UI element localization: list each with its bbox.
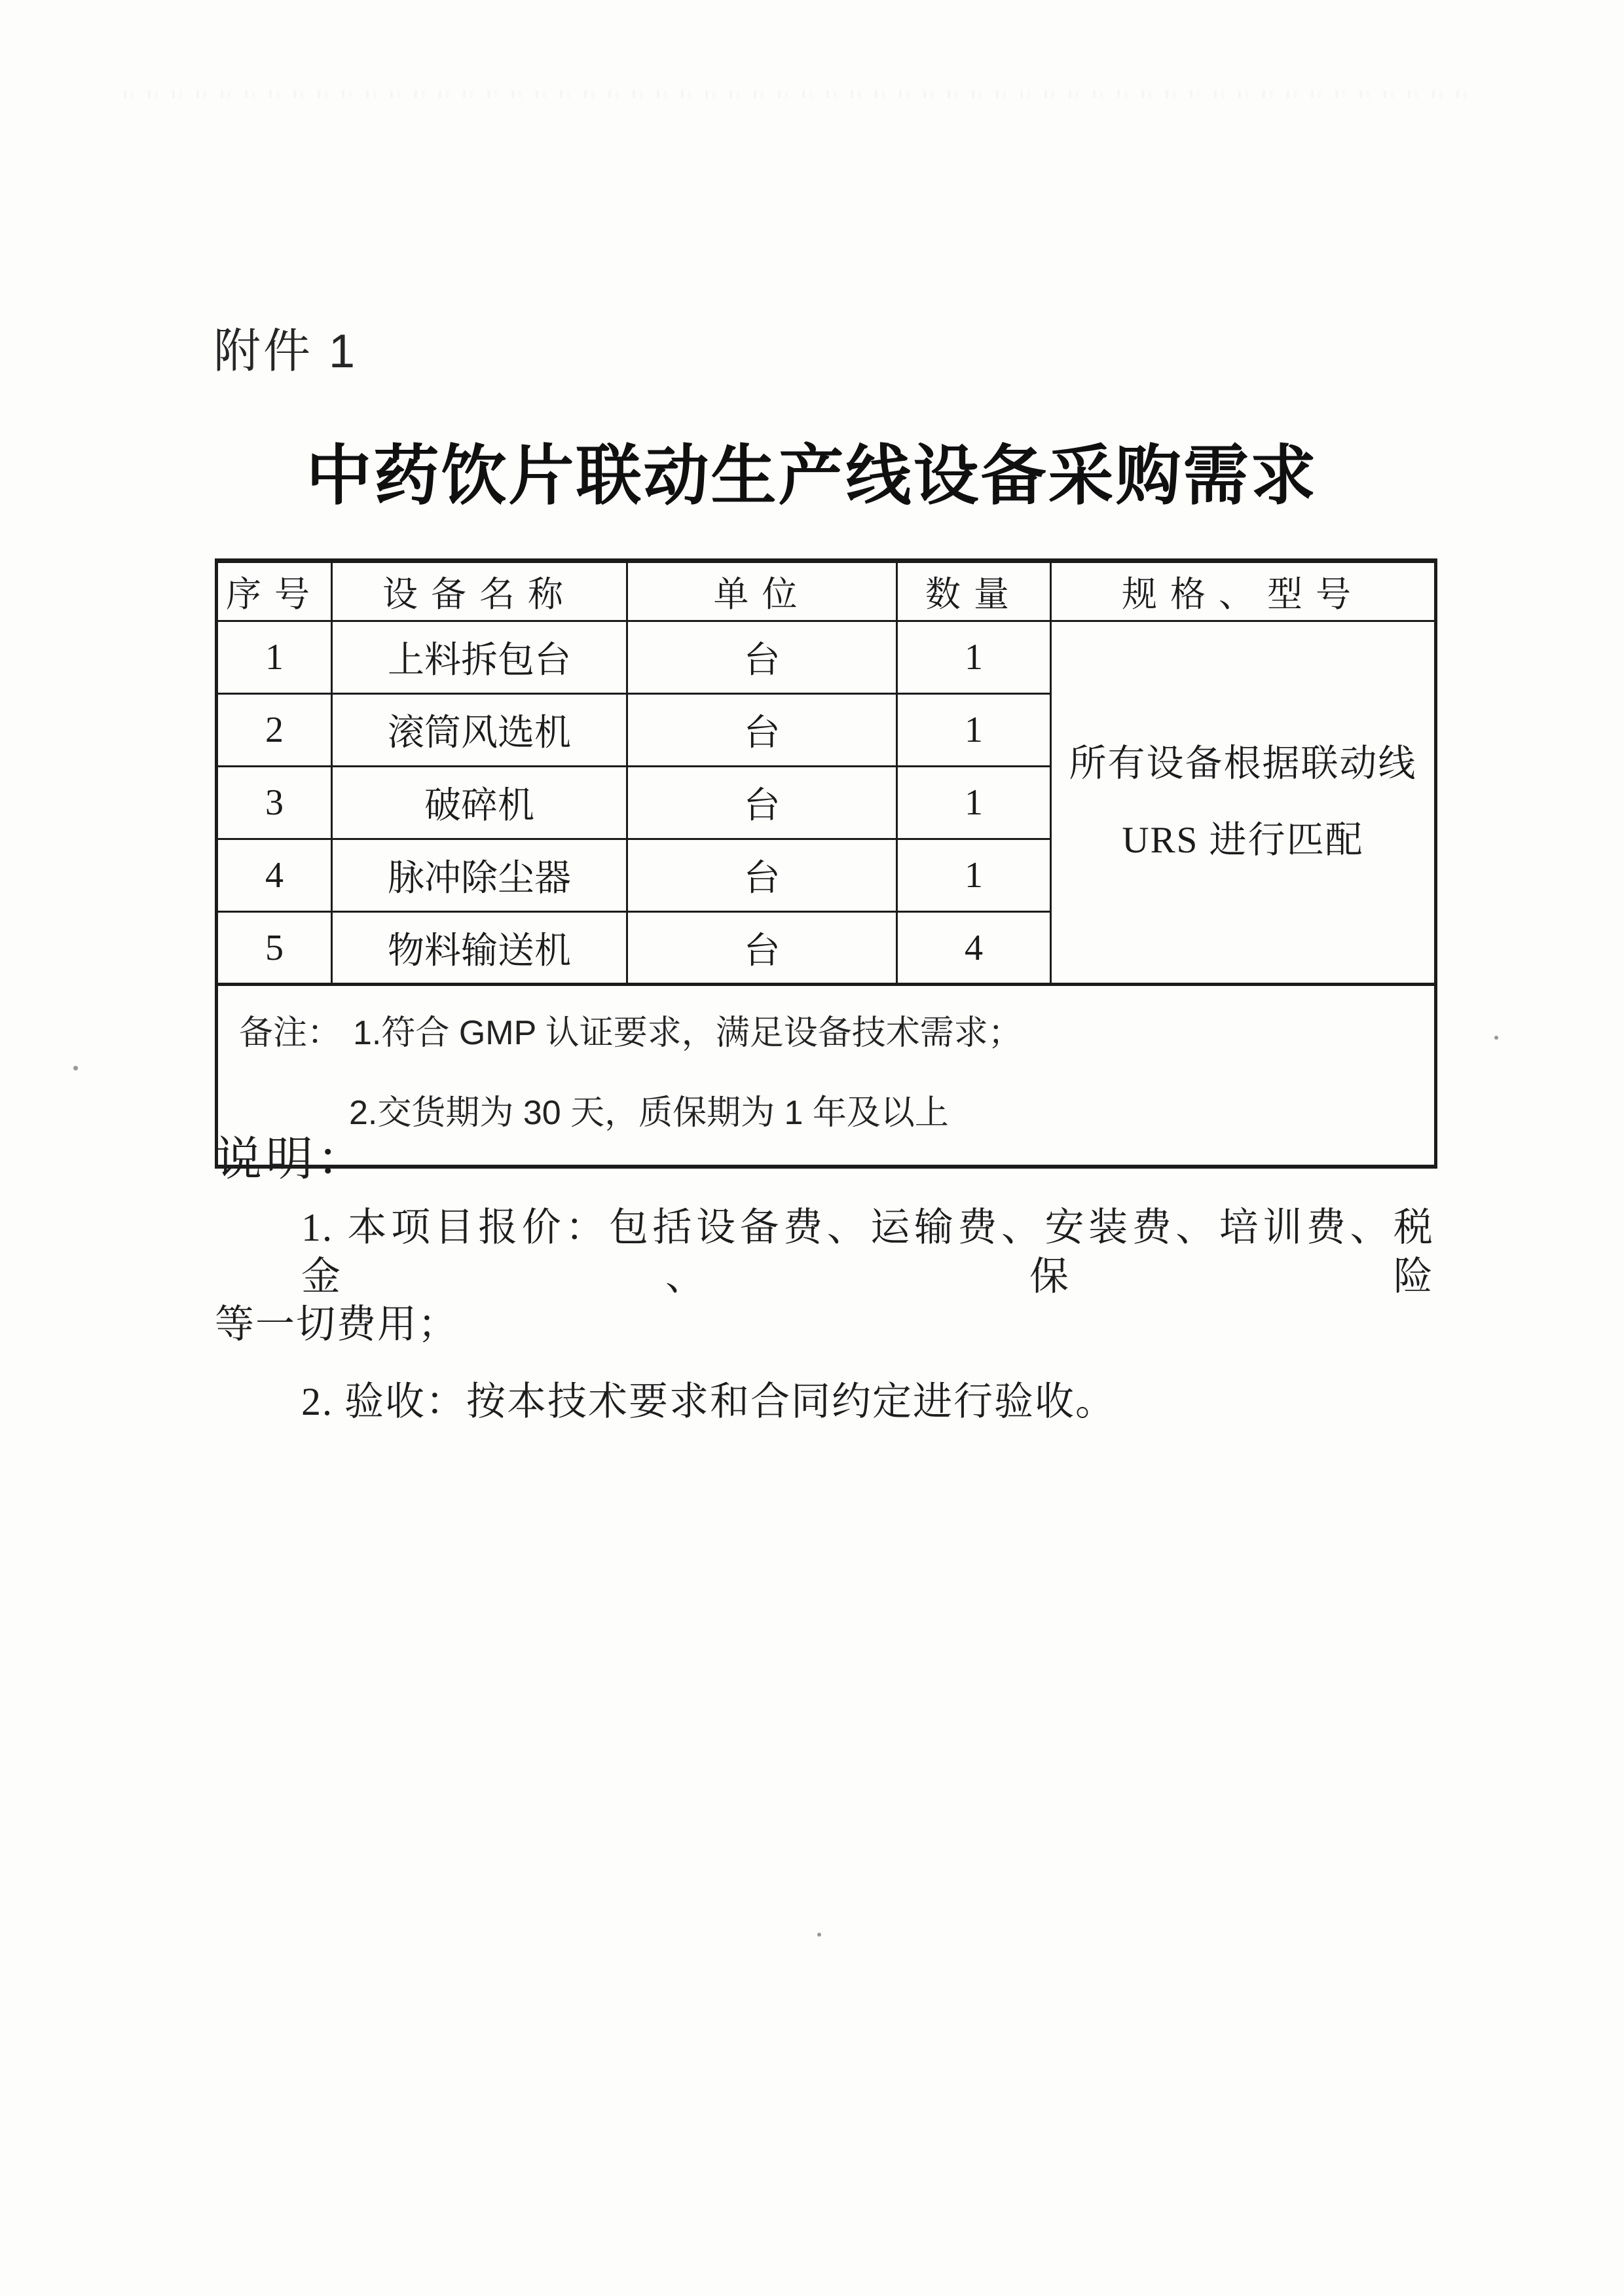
cell-serial: 2 [217,694,332,767]
remark-text-1: 1.符合 GMP 认证要求，满足设备技术需求； [353,1014,1022,1052]
cell-unit: 台 [627,839,897,912]
remark-cell [217,985,1436,1167]
spec-note-line1: 所有设备根据联动线 [1069,742,1417,784]
cell-spec-note [1051,621,1436,985]
column-header-serial: 序号 [217,561,332,621]
cell-quantity: 1 [897,839,1051,912]
column-header-spec: 规格、型号 [1051,561,1436,621]
cell-name: 破碎机 [332,767,627,839]
column-header-quantity: 数量 [897,561,1051,621]
notes-heading: 说明： [215,1133,369,1186]
cell-quantity: 1 [897,621,1051,694]
note-item1-line1: 1. 本项目报价：包括设备费、运输费、安装费、培训费、税金、保险 [301,1206,1434,1298]
equipment-table [215,558,1437,1169]
cell-serial: 3 [217,767,332,839]
cell-name: 物料输送机 [332,912,627,985]
table-row [217,621,1436,694]
cell-unit: 台 [627,621,897,694]
cell-serial: 1 [217,621,332,694]
cell-quantity: 1 [897,694,1051,767]
scan-artifact-band [124,90,1467,98]
remark-label: 备注： [239,1014,342,1052]
remark-text-2: 2.交货期为 30 天，质保期为 1 年及以上 [349,1094,949,1133]
cell-quantity: 4 [897,912,1051,985]
remark-row [217,985,1436,1167]
cell-unit: 台 [627,694,897,767]
cell-name: 脉冲除尘器 [332,839,627,912]
cell-name: 滚筒风选机 [332,694,627,767]
cell-serial: 4 [217,839,332,912]
scan-speck [817,1933,821,1937]
attachment-label: 附件 1 [213,325,358,378]
cell-name: 上料拆包台 [332,621,627,694]
cell-unit: 台 [627,767,897,839]
scan-speck [73,1066,78,1070]
scan-speck [1494,1036,1498,1040]
cell-quantity: 1 [897,767,1051,839]
note-item1-line2: 等一切费用； [215,1303,458,1346]
cell-serial: 5 [217,912,332,985]
note-item2: 2. 验收：按本技术要求和合同约定进行验收。 [301,1380,1116,1423]
column-header-name: 设备名称 [332,561,627,621]
remark-line-1 [239,1004,1421,1062]
document-title: 中药饮片联动生产线设备采购需求 [306,440,1318,513]
spec-note-line2: URS 进行匹配 [1122,819,1364,861]
table-header-row [217,561,1436,621]
cell-unit: 台 [627,912,897,985]
column-header-unit: 单位 [627,561,897,621]
